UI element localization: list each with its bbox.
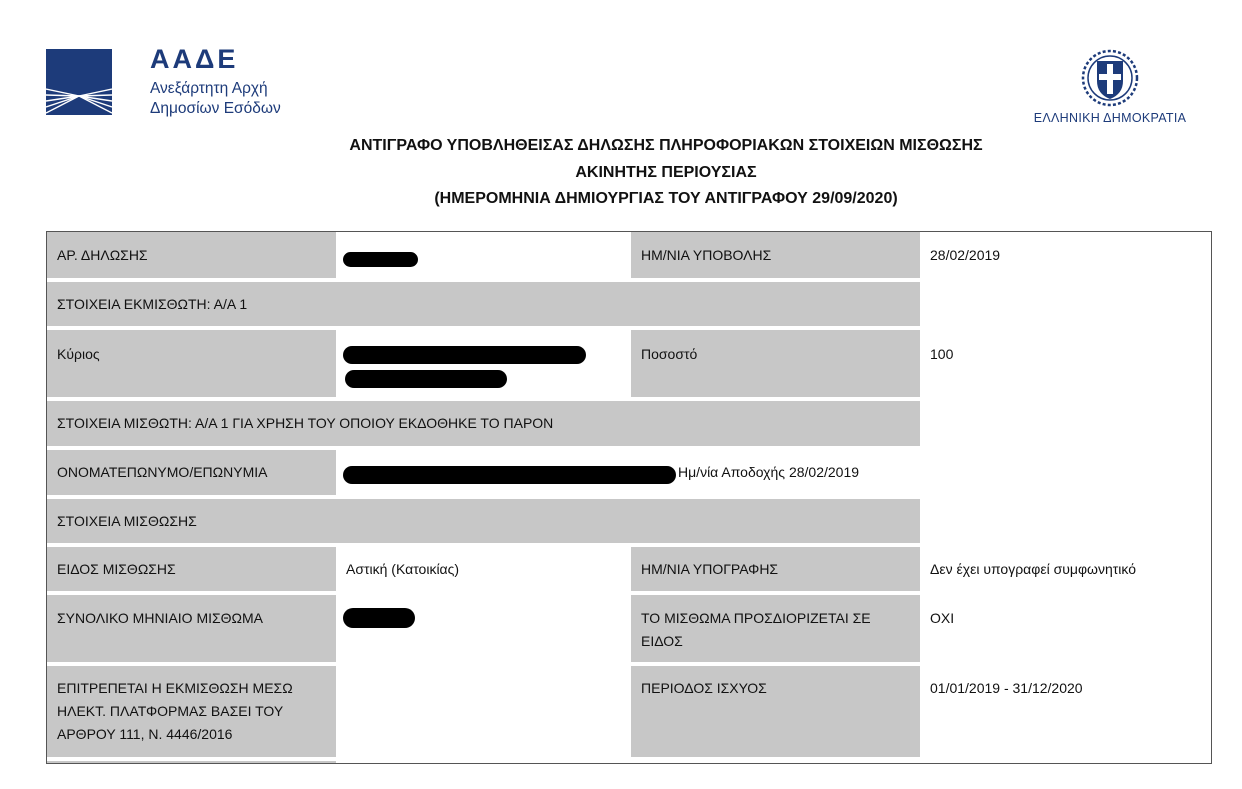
signature-date-label: ΗΜ/ΝΙΑ ΥΠΟΓΡΑΦΗΣ: [631, 547, 920, 591]
redaction-mark: [345, 370, 507, 388]
platform-lease-label-line-2: ΗΛΕΚΤ. ΠΛΑΤΦΟΡΜΑΣ ΒΑΣΕΙ ΤΟΥ: [57, 703, 284, 719]
org-name: [150, 79, 281, 119]
validity-period-value: 01/01/2019 - 31/12/2020: [930, 680, 1083, 696]
full-name-label: ΟΝΟΜΑΤΕΠΩΝΥΜΟ/ΕΠΩΝΥΜΙΑ: [47, 450, 336, 495]
platform-lease-label: [47, 666, 336, 757]
aade-logo-icon: [46, 49, 112, 115]
aade-logo: [46, 49, 112, 115]
org-abbreviation: ΑΑΔΕ: [150, 44, 239, 74]
submission-date-value: 28/02/2019: [930, 246, 1001, 263]
rent-in-kind-label-line-2: ΕΙΔΟΣ: [641, 633, 683, 649]
greek-republic-emblem: [1080, 48, 1140, 108]
lessee-section-header: ΣΤΟΙΧΕΙΑ ΜΙΣΘΩΤΗ: Α/Α 1 ΓΙΑ ΧΡΗΣΗ ΤΟΥ ΟΠΟΙΟΥ ΕΚΔΟΘΗΚΕ ΤΟ ΠΑΡΟΝ: [47, 401, 920, 446]
submission-date-label: ΗΜ/ΝΙΑ ΥΠΟΒΟΛΗΣ: [631, 232, 920, 278]
coat-of-arms-icon: [1080, 48, 1140, 108]
redaction-mark: [343, 466, 676, 484]
next-row-cell: [47, 761, 336, 764]
declaration-number-label: ΑΡ. ΔΗΛΩΣΗΣ: [47, 232, 336, 278]
redaction-mark: [343, 346, 586, 364]
org-name-line-1: Ανεξάρτητη Αρχή: [150, 80, 268, 97]
lessor-section-header: ΣΤΟΙΧΕΙΑ ΕΚΜΙΣΘΩΤΗ: Α/Α 1: [47, 282, 920, 326]
validity-period-label: ΠΕΡΙΟΔΟΣ ΙΣΧΥΟΣ: [631, 666, 920, 757]
document-title-line-2: ΑΚΙΝΗΤΗΣ ΠΕΡΙΟΥΣΙΑΣ: [575, 163, 757, 181]
lease-type-label: ΕΙΔΟΣ ΜΙΣΘΩΣΗΣ: [47, 547, 336, 591]
rent-in-kind-value: ΟΧΙ: [930, 610, 955, 626]
declaration-table: [46, 231, 1212, 764]
monthly-rent-label: ΣΥΝΟΛΙΚΟ ΜΗΝΙΑΙΟ ΜΙΣΘΩΜΑ: [47, 595, 336, 662]
document-title-line-3: (ΗΜΕΡΟΜΗΝΙΑ ΔΗΜΙΟΥΡΓΙΑΣ ΤΟΥ ΑΝΤΙΓΡΑΦΟΥ 29/09/2020): [434, 190, 898, 207]
lease-section-header: ΣΤΟΙΧΕΙΑ ΜΙΣΘΩΣΗΣ: [47, 499, 920, 543]
lease-type-value: Αστική (Κατοικίας): [346, 560, 460, 577]
document-title-line-1: ΑΝΤΙΓΡΑΦΟ ΥΠΟΒΛΗΘΕΙΣΑΣ ΔΗΛΩΣΗΣ ΠΛΗΡΟΦΟΡΙΑΚΩΝ ΣΤΟΙΧΕΙΩΝ ΜΙΣΘΩΣΗΣ: [349, 137, 983, 154]
redaction-mark: [343, 608, 415, 628]
rent-in-kind-label-line-1: ΤΟ ΜΙΣΘΩΜΑ ΠΡΟΣΔΙΟΡΙΖΕΤΑΙ ΣΕ: [641, 610, 871, 626]
owner-label: Κύριος: [47, 330, 336, 397]
signature-date-value: Δεν έχει υπογραφεί συμφωνητικό: [930, 560, 1137, 577]
percentage-label: Ποσοστό: [631, 330, 920, 397]
rent-in-kind-label: [631, 595, 920, 662]
document-title: [0, 133, 1242, 213]
platform-lease-label-line-1: ΕΠΙΤΡΕΠΕΤΑΙ Η ΕΚΜΙΣΘΩΣΗ ΜΕΣΩ: [57, 680, 293, 696]
republic-label: ΕΛΛΗΝΙΚΗ ΔΗΜΟΚΡΑΤΙΑ: [1033, 111, 1187, 125]
org-name-line-2: Δημοσίων Εσόδων: [150, 100, 281, 117]
redaction-mark: [343, 252, 418, 267]
acceptance-date: Ημ/νία Αποδοχής 28/02/2019: [678, 464, 860, 480]
platform-lease-label-line-3: ΑΡΘΡΟΥ 111, Ν. 4446/2016: [57, 726, 233, 742]
percentage-value: 100: [930, 346, 954, 362]
